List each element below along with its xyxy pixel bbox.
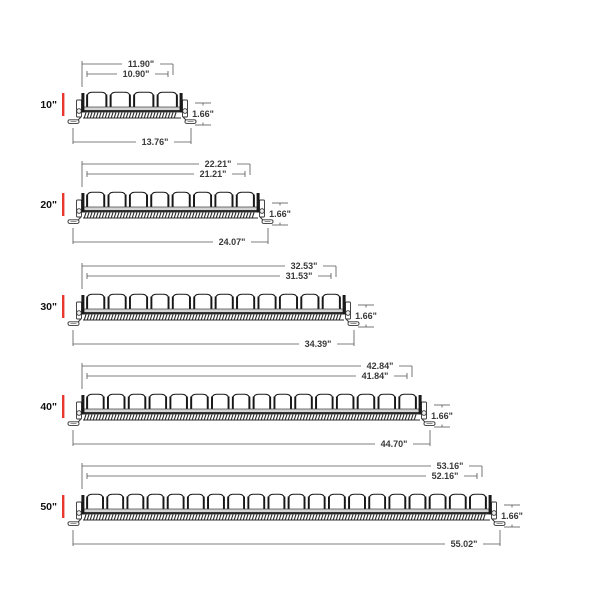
dim-top-inner-label: 52.16" — [431, 471, 459, 481]
accent-tick — [62, 295, 64, 318]
dim-bottom-label: 24.07" — [218, 237, 246, 247]
dim-height-label: 1.66" — [269, 209, 291, 219]
accent-tick — [62, 93, 64, 116]
lightbar-row-40in — [40, 361, 453, 450]
dim-bottom-label: 55.02" — [450, 539, 478, 549]
dim-top-inner-label: 10.90" — [122, 69, 150, 79]
dim-top-outer-label: 53.16" — [436, 461, 464, 471]
dim-top-outer-label: 11.90" — [127, 59, 155, 69]
dim-top-outer-label: 42.84" — [366, 361, 394, 371]
dim-top-outer-label: 22.21" — [204, 159, 232, 169]
dim-height-label: 1.66" — [501, 511, 523, 521]
accent-tick — [62, 495, 64, 518]
size-label: 30" — [40, 301, 57, 313]
size-label: 40" — [40, 401, 57, 413]
size-label: 50" — [40, 501, 57, 513]
lightbar-row-10in — [40, 59, 214, 148]
dim-bottom-label: 34.39" — [304, 339, 332, 349]
size-label: 10" — [40, 99, 57, 111]
accent-tick — [62, 193, 64, 216]
dim-bottom-label: 13.76" — [141, 137, 169, 147]
dim-top-inner-label: 41.84" — [361, 371, 389, 381]
dim-height-label: 1.66" — [431, 411, 453, 421]
dim-height-label: 1.66" — [192, 109, 214, 119]
dim-top-outer-label: 32.53" — [290, 261, 318, 271]
size-label: 20" — [40, 199, 57, 211]
dim-top-inner-label: 21.21" — [199, 169, 227, 179]
dim-top-inner-label: 31.53" — [285, 271, 313, 281]
lightbar-row-20in — [40, 159, 291, 248]
dim-bottom-label: 44.70" — [380, 439, 408, 449]
lightbar-row-50in — [40, 461, 523, 550]
lightbar-row-30in — [40, 261, 377, 350]
dim-height-label: 1.66" — [355, 311, 377, 321]
accent-tick — [62, 395, 64, 418]
